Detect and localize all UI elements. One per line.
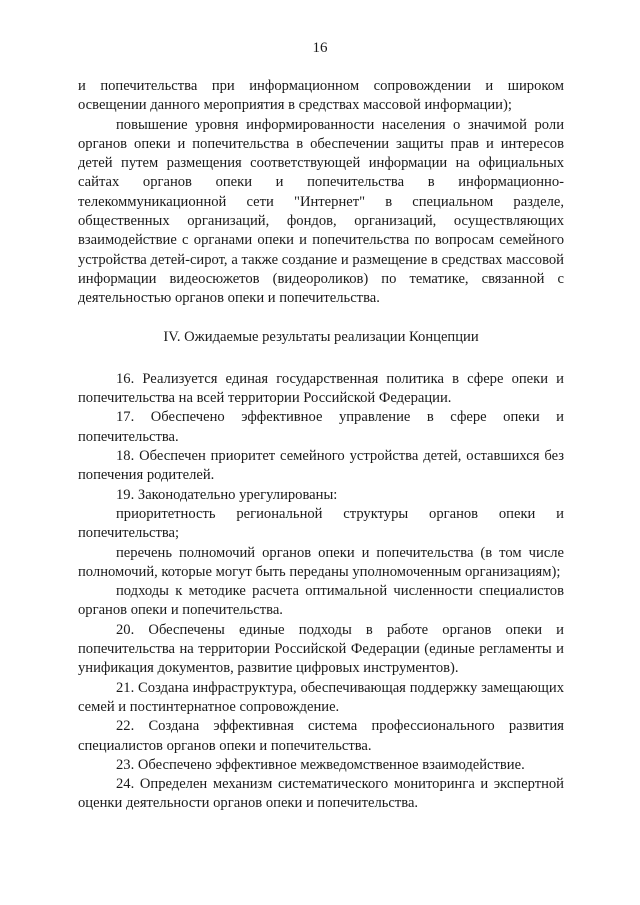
result-item-24: 24. Определен механизм систематического мониторинга и экспертной оценки деятельности органов опеки и попечительства. [78, 776, 564, 812]
paragraph-continuation: и попечительства при информационном сопровождении и широком освещении данного мероприятия в средствах массовой информации); [78, 78, 564, 114]
result-item-16: 16. Реализуется единая государственная политика в сфере опеки и попечительства на всей территории Российской Федерации. [78, 370, 564, 407]
section-heading: IV. Ожидаемые результаты реализации Концепции [163, 328, 479, 345]
result-item-18: 18. Обеспечен приоритет семейного устройства детей, оставшихся без попечения родителей. [78, 448, 564, 484]
result-item-17: 17. Обеспечено эффективное управление в сфере опеки и попечительства. [78, 409, 564, 445]
result-item-19-sub-1: приоритетность региональной структуры органов опеки и попечительства; [78, 505, 564, 542]
result-item-19: 19. Законодательно урегулированы: [116, 486, 338, 503]
page-number: 16 [312, 40, 328, 56]
document-body [78, 77, 564, 814]
result-item-22: 22. Создана эффективная система профессионального развития специалистов органов опеки и попечительства. [78, 718, 564, 754]
result-item-20: 20. Обеспечены единые подходы в работе органов опеки и попечительства на территории Российской Федерации (единые регламенты и унификация документов, развитие цифровых инструментов). [78, 621, 564, 677]
result-item-23: 23. Обеспечено эффективное межведомственное взаимодействие. [116, 756, 525, 773]
result-item-19-sub-3: подходы к методике расчета оптимальной численности специалистов органов опеки и попечительства. [78, 583, 564, 619]
paragraph-awareness: повышение уровня информированности населения о значимой роли органов опеки и попечительства в обеспечении защиты прав и интересов детей путем размещения соответствующей информации на официальных сайтах органов опеки и попечительства в информационно-телекоммуникационной сети "Интернет" в специальном разделе, общественных организаций, фондов, организаций, осуществляющих взаимодействие с органами опеки и попечительства по вопросам семейного устройства детей-сирот, а также создание и размещение в средствах массовой информации видеосюжетов (видеороликов) по тематике, связанной с деятельностью органов опеки и попечительства. [78, 116, 564, 307]
result-item-19-sub-2: перечень полномочий органов опеки и попечительства (в том числе полномочий, которые могут быть переданы уполномоченным организациям); [78, 544, 564, 580]
result-item-21: 21. Создана инфраструктура, обеспечивающая поддержку замещающих семей и постинтернатное сопровождение. [78, 679, 564, 715]
